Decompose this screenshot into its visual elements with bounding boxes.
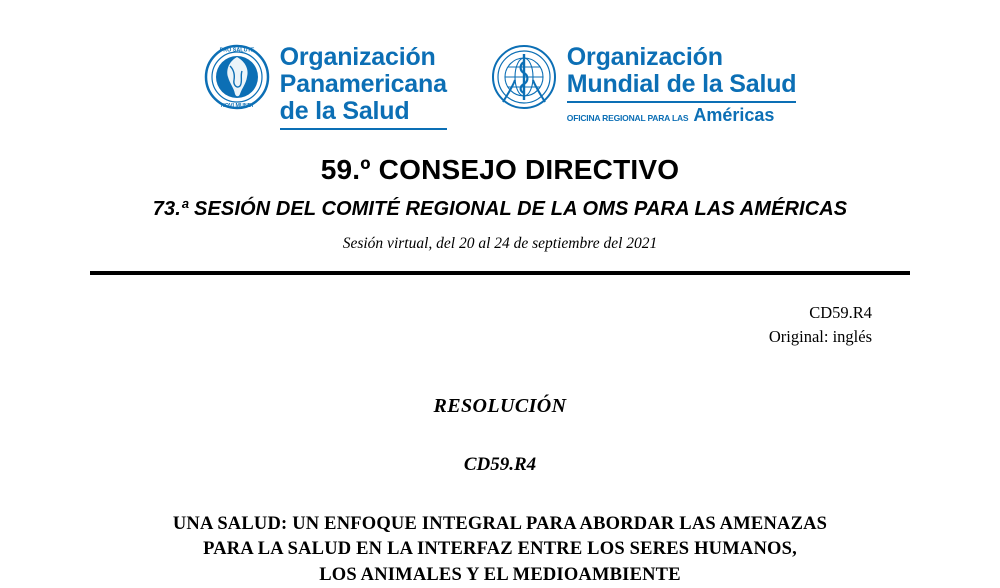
paho-emblem-icon <box>204 44 270 115</box>
document-code: CD59.R4 <box>809 303 872 322</box>
paho-logo-text <box>280 44 447 130</box>
reference-block <box>0 301 1000 349</box>
paho-logo-line-3: de la Salud <box>279 97 410 125</box>
resolution-label: RESOLUCIÓN <box>433 394 567 417</box>
who-logo-text <box>567 44 797 124</box>
paho-logo <box>204 44 447 130</box>
header-divider <box>90 271 910 275</box>
original-language: Original: inglés <box>768 326 872 346</box>
who-logo-rule <box>567 101 797 103</box>
paho-logo-line-1: Organización <box>279 43 436 71</box>
session-info: Sesión virtual, del 20 al 24 de septiembre del 2021 <box>342 235 658 252</box>
logo-band <box>0 0 1000 130</box>
who-regional-office-text <box>567 106 797 124</box>
who-logo <box>491 44 797 124</box>
svg-text:NOVI MUNDI: NOVI MUNDI <box>220 103 253 109</box>
title-block <box>0 154 1000 253</box>
paho-logo-rule <box>280 128 447 130</box>
page-title: 59.º CONSEJO DIRECTIVO <box>320 154 680 185</box>
who-sub-region-label: Américas <box>693 105 775 125</box>
resolution-block <box>0 395 1000 588</box>
page-subtitle: 73.ª SESIÓN DEL COMITÉ REGIONAL DE LA OMS PARA LAS AMÉRICAS <box>152 198 848 220</box>
resolution-heading <box>0 512 1000 588</box>
svg-text:PRO SALUTE: PRO SALUTE <box>219 47 255 54</box>
paho-logo-line-2: Panamericana <box>279 70 447 98</box>
who-sub-small-label: OFICINA REGIONAL PARA LAS <box>566 113 689 123</box>
who-logo-line-2: Mundial de la Salud <box>566 70 797 98</box>
resolution-heading-line-2: PARA LA SALUD EN LA INTERFAZ ENTRE LOS SERES HUMANOS, <box>203 539 797 560</box>
resolution-heading-line-1: UNA SALUD: UN ENFOQUE INTEGRAL PARA ABORDAR LAS AMENAZAS <box>172 513 828 534</box>
resolution-code: CD59.R4 <box>463 453 537 475</box>
who-emblem-icon <box>491 44 557 115</box>
resolution-heading-line-3: LOS ANIMALES Y EL MEDIOAMBIENTE <box>319 564 681 585</box>
who-logo-line-1: Organización <box>566 43 723 71</box>
